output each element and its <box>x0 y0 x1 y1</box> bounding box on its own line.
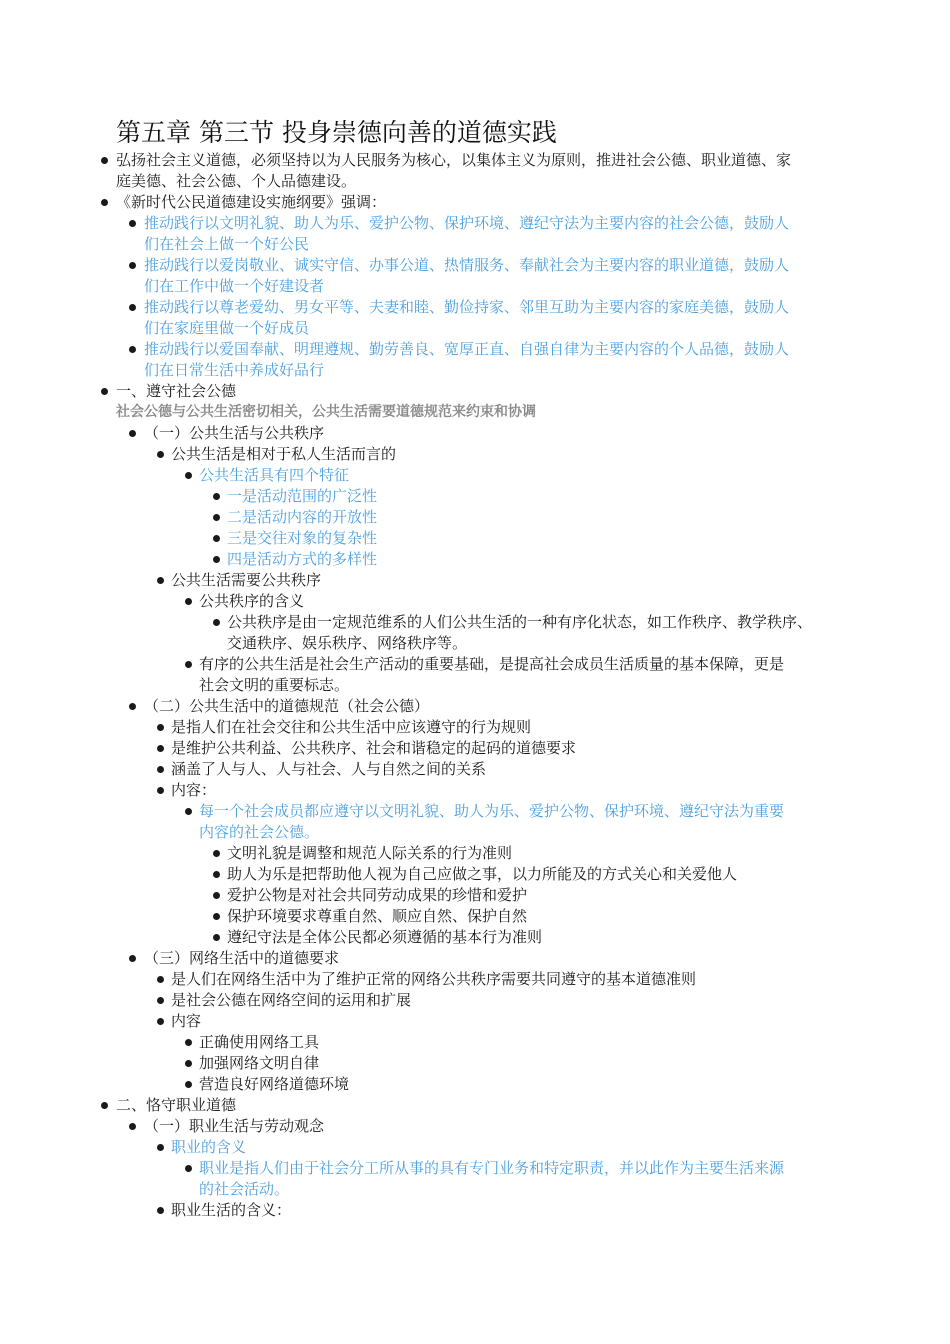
outline-item: 们在家庭里做一个好成员 <box>144 319 310 337</box>
outline-item: 公共生活需要公共秩序 <box>0 570 950 591</box>
bullet-icon <box>129 430 136 437</box>
bullet-icon <box>157 451 164 458</box>
outline-item: 交通秩序、娱乐秩序、网络秩序等。 <box>227 634 468 652</box>
bullet-icon <box>129 346 136 353</box>
outline-item: 四是活动方式的多样性 <box>0 549 950 570</box>
page-title: 第五章 第三节 投身崇德向善的道德实践 <box>116 118 557 147</box>
bullet-icon <box>157 1207 164 1214</box>
outline-item: 推动践行以文明礼貌、助人为乐、爱护公物、保护环境、遵纪守法为主要内容的社会公德，鼓励人 <box>0 213 950 234</box>
outline-item: 庭美德、社会公德、个人品德建设。 <box>116 172 357 190</box>
bullet-icon <box>157 1144 164 1151</box>
bullet-icon <box>101 1102 108 1109</box>
bullet-icon <box>185 472 192 479</box>
outline-item: 正确使用网络工具 <box>0 1032 950 1053</box>
outline-note: 社会公德与公共生活密切相关，公共生活需要道德规范来约束和协调 <box>116 404 536 420</box>
outline-item: 一是活动范围的广泛性 <box>0 486 950 507</box>
outline-item: 保护环境要求尊重自然、顺应自然、保护自然 <box>0 906 950 927</box>
bullet-icon <box>213 493 220 500</box>
bullet-icon <box>129 304 136 311</box>
bullet-icon <box>157 997 164 1004</box>
bullet-icon <box>185 1060 192 1067</box>
outline-item: 三是交往对象的复杂性 <box>0 528 950 549</box>
bullet-icon <box>185 1039 192 1046</box>
bullet-icon <box>157 577 164 584</box>
outline-item: 遵纪守法是全体公民都必须遵循的基本行为准则 <box>0 927 950 948</box>
bullet-icon <box>213 892 220 899</box>
bullet-icon <box>101 388 108 395</box>
outline-item: 推动践行以尊老爱幼、男女平等、夫妻和睦、勤俭持家、邻里互助为主要内容的家庭美德，鼓励人 <box>0 297 950 318</box>
bullet-icon <box>129 703 136 710</box>
outline-item: 公共秩序的含义 <box>0 591 950 612</box>
outline-item: 是指人们在社会交往和公共生活中应该遵守的行为规则 <box>0 717 950 738</box>
outline-item: （一）公共生活与公共秩序 <box>0 423 950 444</box>
outline-item: 职业生活的含义： <box>0 1200 950 1221</box>
bullet-icon <box>157 724 164 731</box>
outline-item: 弘扬社会主义道德，必须坚持以为人民服务为核心，以集体主义为原则，推进社会公德、职业道德、家 <box>0 150 950 171</box>
bullet-icon <box>101 199 108 206</box>
bullet-icon <box>129 955 136 962</box>
outline-item: 们在社会上做一个好公民 <box>144 235 310 253</box>
outline-item: 《新时代公民道德建设实施纲要》强调： <box>0 192 950 213</box>
outline-item: 是社会公德在网络空间的运用和扩展 <box>0 990 950 1011</box>
outline-item: 内容的社会公德。 <box>199 823 320 841</box>
outline-item: 营造良好网络道德环境 <box>0 1074 950 1095</box>
outline-item: 内容： <box>0 780 950 801</box>
bullet-icon <box>213 514 220 521</box>
outline-item: 职业是指人们由于社会分工所从事的具有专门业务和特定职责，并以此作为主要生活来源 <box>0 1158 950 1179</box>
bullet-icon <box>213 619 220 626</box>
outline-item: 一、遵守社会公德 <box>0 381 950 402</box>
outline-item: （三）网络生活中的道德要求 <box>0 948 950 969</box>
outline-item: （二）公共生活中的道德规范（社会公德） <box>0 696 950 717</box>
outline-item: （一）职业生活与劳动观念 <box>0 1116 950 1137</box>
outline-item: 公共生活是相对于私人生活而言的 <box>0 444 950 465</box>
outline-item: 爱护公物是对社会共同劳动成果的珍惜和爱护 <box>0 885 950 906</box>
outline-item: 是维护公共利益、公共秩序、社会和谐稳定的起码的道德要求 <box>0 738 950 759</box>
outline-item: 公共生活具有四个特征 <box>0 465 950 486</box>
bullet-icon <box>213 850 220 857</box>
bullet-icon <box>157 1018 164 1025</box>
outline-item: 是人们在网络生活中为了维护正常的网络公共秩序需要共同遵守的基本道德准则 <box>0 969 950 990</box>
outline-item: 每一个社会成员都应遵守以文明礼貌、助人为乐、爱护公物、保护环境、遵纪守法为重要 <box>0 801 950 822</box>
bullet-icon <box>185 598 192 605</box>
bullet-icon <box>213 535 220 542</box>
outline-item: 助人为乐是把帮助他人视为自己应做之事，以力所能及的方式关心和关爱他人 <box>0 864 950 885</box>
bullet-icon <box>157 976 164 983</box>
bullet-icon <box>185 1081 192 1088</box>
outline-item: 职业的含义 <box>0 1137 950 1158</box>
outline-item: 们在日常生活中养成好品行 <box>144 361 325 379</box>
bullet-icon <box>185 808 192 815</box>
bullet-icon <box>185 661 192 668</box>
bullet-icon <box>129 1123 136 1130</box>
bullet-icon <box>129 262 136 269</box>
outline-item: 推动践行以爱岗敬业、诚实守信、办事公道、热情服务、奉献社会为主要内容的职业道德，鼓励人 <box>0 255 950 276</box>
bullet-icon <box>157 766 164 773</box>
bullet-icon <box>185 1165 192 1172</box>
bullet-icon <box>101 157 108 164</box>
outline-item: 文明礼貌是调整和规范人际关系的行为准则 <box>0 843 950 864</box>
outline-item: 二是活动内容的开放性 <box>0 507 950 528</box>
bullet-icon <box>213 871 220 878</box>
outline-item: 内容 <box>0 1011 950 1032</box>
outline-item: 有序的公共生活是社会生产活动的重要基础，是提高社会成员生活质量的基本保障，更是 <box>0 654 950 675</box>
bullet-icon <box>157 745 164 752</box>
outline-list <box>0 150 950 1221</box>
bullet-icon <box>213 913 220 920</box>
outline-item: 涵盖了人与人、人与社会、人与自然之间的关系 <box>0 759 950 780</box>
outline-item: 社会文明的重要标志。 <box>199 676 350 694</box>
outline-item: 推动践行以爱国奉献、明理遵规、勤劳善良、宽厚正直、自强自律为主要内容的个人品德，鼓励人 <box>0 339 950 360</box>
outline-item: 二、恪守职业道德 <box>0 1095 950 1116</box>
bullet-icon <box>129 220 136 227</box>
outline-item: 们在工作中做一个好建设者 <box>144 277 325 295</box>
outline-item: 加强网络文明自律 <box>0 1053 950 1074</box>
outline-item: 的社会活动。 <box>199 1180 290 1198</box>
outline-item: 公共秩序是由一定规范维系的人们公共生活的一种有序化状态，如工作秩序、教学秩序、 <box>0 612 950 633</box>
bullet-icon <box>157 787 164 794</box>
bullet-icon <box>213 934 220 941</box>
bullet-icon <box>213 556 220 563</box>
